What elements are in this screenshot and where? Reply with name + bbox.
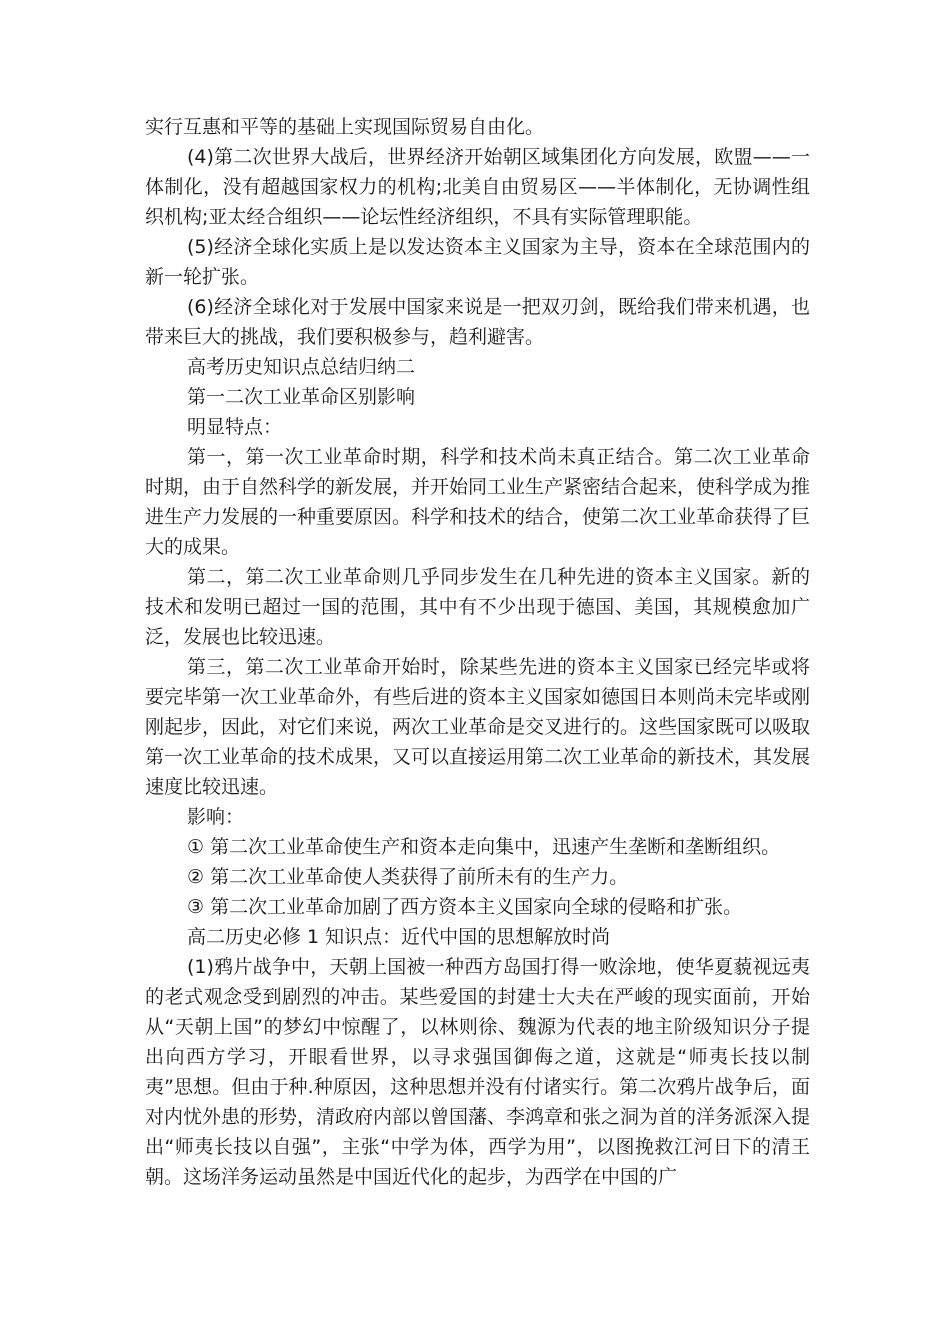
subheading-features: 明显特点： [187, 416, 283, 438]
influence-item-3: ③ 第二次工业革命加剧了西方资本主义国家向全球的侵略和扩张。 [187, 896, 743, 918]
influence-item-1: ① 第二次工业革命使生产和资本走向集中，迅速产生垄断和垄断组织。 [187, 836, 781, 858]
paragraph-opium-war: (1)鸦片战争中，天朝上国被一种西方岛国打得一败涂地，使华夏藐视远夷的老式观念受到剧烈的冲击。某些爱国的封建士大夫在严峻的现实面前，开始从“天朝上国”的梦幻中惊醒了，以林则徐、魏源为代表的地主阶级知识分子提出向西方学习，开眼看世界，以寻求强国御侮之道，这就是“师夷长技以制夷”思想。但由于种.种原因，这种思想并没有付诸实行。第二次鸦片战争后，面对内忧外患的形势，清政府内部以曾国藩、李鸿章和张之洞为首的洋务派深入提出“师夷长技以自强”，主张“中学为体，西学为用”，以图挽救江河日下的清王朝。这场洋务运动虽然是中国近代化的起步，为西学在中国的广 [145, 956, 811, 1188]
paragraph-4: (6)经济全球化对于发展中国家来说是一把双刃剑，既给我们带来机遇，也带来巨大的挑战，我们要积极参与，趋利避害。 [145, 296, 810, 348]
paragraph-first: 第一，第一次工业革命时期，科学和技术尚未真正结合。第二次工业革命时期，由于自然科学的新发展，并开始同工业生产紧密结合起来，使科学成为推进生产力发展的一种重要原因。科学和技术的结合，使第二次工业革命获得了巨大的成果。 [145, 446, 811, 558]
document-body [145, 112, 810, 1192]
section-heading-industrial-revolution: 第一二次工业革命区别影响 [187, 386, 416, 408]
paragraph-second: 第二，第二次工业革命则几乎同步发生在几种先进的资本主义国家。新的技术和发明已超过一国的范围，其中有不少出现于德国、美国，其规模愈加广泛，发展也比较迅速。 [145, 566, 810, 648]
paragraph-2: (4)第二次世界大战后，世界经济开始朝区域集团化方向发展，欧盟——一体制化，没有超越国家权力的机构;北美自由贸易区——半体制化，无协调性组织机构;亚太经合组织——论坛性经济组织，不具有实际管理职能。 [145, 146, 810, 228]
paragraph-1: 实行互惠和平等的基础上实现国际贸易自由化。 [145, 116, 545, 138]
subheading-influence: 影响： [187, 806, 245, 828]
section-heading-summary: 高考历史知识点总结归纳二 [187, 356, 416, 378]
influence-item-2: ② 第二次工业革命使人类获得了前所未有的生产力。 [187, 866, 629, 888]
paragraph-3: (5)经济全球化实质上是以发达资本主义国家为主导，资本在全球范围内的新一轮扩张。 [145, 236, 810, 288]
section-heading-modern-thought: 高二历史必修 1 知识点：近代中国的思想解放时尚 [187, 926, 611, 948]
paragraph-third: 第三，第二次工业革命开始时，除某些先进的资本主义国家已经完毕或将要完毕第一次工业革命外，有些后进的资本主义国家如德国日本则尚未完毕或刚刚起步，因此，对它们来说，两次工业革命是交叉进行的。这些国家既可以吸取第一次工业革命的技术成果，又可以直接运用第二次工业革命的新技术，其发展速度比较迅速。 [145, 656, 811, 798]
